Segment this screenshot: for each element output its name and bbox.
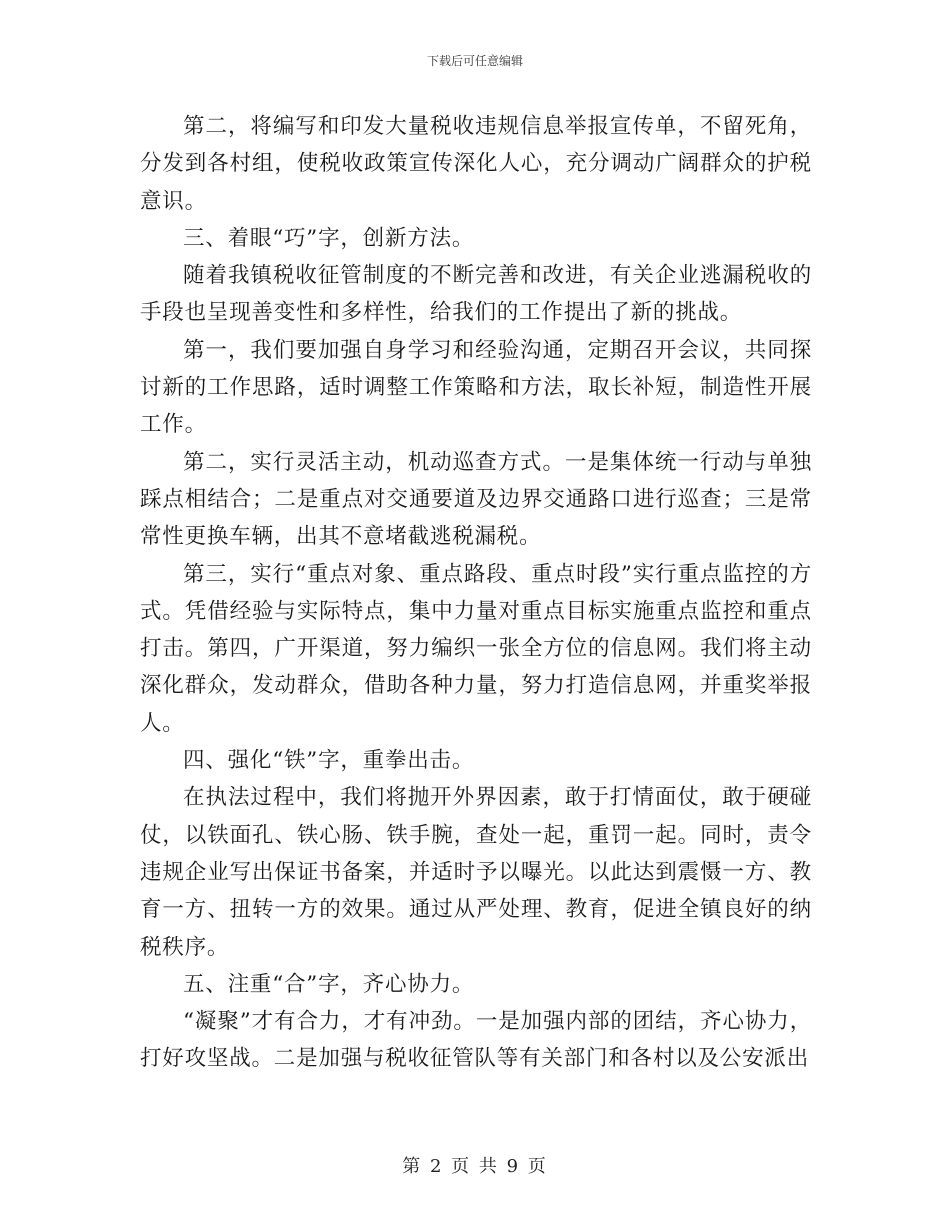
paragraph-1: 第二，将编写和印发大量税收违规信息举报宣传单，不留死角，分发到各村组，使税收政策宣传深化人心，充分调动广阔群众的护税意识。: [140, 114, 812, 214]
paragraph-5: 第三，实行“重点对象、重点路段、重点时段”实行重点监控的方式。凭借经验与实际特点，集中力量对重点目标实施重点监控和重点打击。第四，广开渠道，努力编织一张全方位的信息网。我们将主动深化群众，发动群众，借助各种力量，努力打造信息网，并重奖举报人。: [140, 561, 812, 736]
paragraph-6: 在执法过程中，我们将抛开外界因素，敢于打情面仗，敢于硬碰仗，以铁面孔、铁心肠、铁手腕，查处一起，重罚一起。同时，责令违规企业写出保证书备案，并适时予以曝光。以此达到震慑一方、教育一方、扭转一方的效果。通过从严处理、教育，促进全镇良好的纳税秩序。: [140, 785, 812, 960]
document-body: [140, 108, 812, 1078]
paragraph-7: “凝聚”才有合力，才有冲劲。一是加强内部的团结，齐心协力，打好攻坚战。二是加强与税收征管队等有关部门和各村以及公安派出: [140, 1009, 812, 1072]
page-number: 第 2 页 共 9 页: [402, 1156, 548, 1177]
section-heading-3: 三、着眼“巧”字，创新方法。: [183, 225, 475, 251]
section-heading-4: 四、强化“铁”字，重拳出击。: [183, 748, 475, 774]
page-header: 下载后可任意编辑: [426, 54, 523, 68]
paragraph-4: 第二，实行灵活主动，机动巡查方式。一是集体统一行动与单独踩点相结合；二是重点对交通要道及边界交通路口进行巡查；三是常常性更换车辆，出其不意堵截逃税漏税。: [140, 449, 812, 550]
section-heading-5: 五、注重“合”字，齐心协力。: [183, 971, 475, 997]
paragraph-3: 第一，我们要加强自身学习和经验沟通，定期召开会议，共同探讨新的工作思路，适时调整工作策略和方法，取长补短，制造性开展工作。: [140, 337, 812, 438]
paragraph-2: 随着我镇税收征管制度的不断完善和改进，有关企业逃漏税收的手段也呈现善变性和多样性，给我们的工作提出了新的挑战。: [140, 263, 812, 326]
